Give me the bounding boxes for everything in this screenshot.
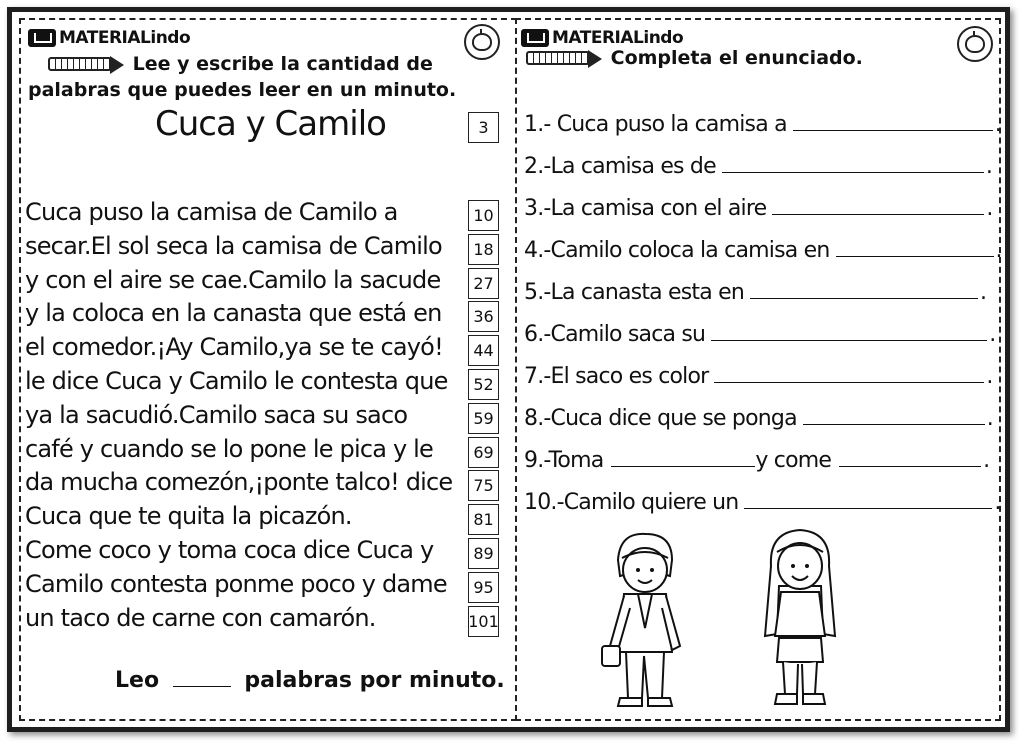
period: . — [986, 364, 993, 389]
pencil-icon — [526, 49, 604, 69]
word-count-box: 52 — [468, 369, 499, 400]
brand-logo — [28, 28, 190, 48]
question-text: 10.-Camilo quiere un — [524, 490, 739, 515]
question-item — [524, 322, 995, 347]
question-item — [524, 280, 986, 305]
answer-blank[interactable] — [750, 280, 978, 299]
story-line: da mucha comezón,¡ponte talco! dice — [25, 468, 453, 497]
question-item — [524, 448, 989, 473]
answer-blank[interactable] — [803, 406, 985, 425]
words-blank[interactable] — [173, 672, 231, 687]
answer-blank[interactable] — [722, 154, 984, 173]
word-count-box: 81 — [468, 504, 499, 535]
instruction-line-1: Lee y escribe la cantidad de — [132, 53, 433, 75]
boy-illustration-icon — [600, 528, 690, 710]
story-line: secar.El sol seca la camisa de Camilo — [25, 231, 442, 260]
question-text: 7.-El saco es color — [524, 364, 709, 389]
question-text: 9.-Toma — [524, 448, 604, 473]
story-title: Cuca y Camilo — [155, 104, 386, 144]
right-instruction — [526, 46, 863, 70]
word-count-box: 89 — [468, 538, 499, 569]
apple-seal-icon — [464, 24, 500, 60]
question-item — [524, 490, 1001, 515]
period: . — [985, 154, 993, 179]
question-text: 4.-Camilo coloca la camisa en — [524, 238, 830, 263]
question-text: 3.-La camisa con el aire — [524, 196, 767, 221]
footer-rest: palabras por minuto. — [244, 668, 505, 693]
word-count-box: 75 — [468, 470, 499, 501]
story-line: un taco de carne con camarón. — [25, 603, 376, 632]
logo-icon — [521, 29, 549, 47]
question-text: 2.-La camisa es de — [524, 154, 716, 179]
apple-seal-icon — [957, 26, 993, 62]
word-count-box: 10 — [468, 200, 499, 231]
story-line: y con el aire se cae.Camilo la sacude — [25, 265, 441, 294]
period: . — [980, 280, 987, 305]
question-mid-text: y come — [755, 448, 832, 473]
period: . — [989, 322, 996, 347]
question-text: 1.- Cuca puso la camisa a — [524, 112, 787, 137]
answer-blank[interactable] — [839, 448, 981, 467]
question-item — [524, 154, 992, 179]
pencil-icon — [48, 55, 126, 75]
question-item — [524, 364, 993, 389]
footer-leo: Leo — [115, 668, 160, 693]
reading-footer — [115, 668, 505, 693]
story-line: el comedor.¡Ay Camilo,ya se te cayó! — [25, 333, 443, 362]
story-line: ya la sacudió.Camilo saca su saco — [25, 400, 408, 429]
answer-blank[interactable] — [744, 490, 992, 509]
period: . — [983, 448, 990, 473]
question-text: 8.-Cuca dice que se ponga — [524, 406, 797, 431]
brand-name: MATERIALindo — [59, 28, 191, 48]
logo-icon — [28, 29, 56, 47]
brand-logo-right — [521, 28, 683, 48]
answer-blank[interactable] — [772, 196, 984, 215]
title-word-count: 3 — [468, 112, 499, 143]
girl-illustration-icon — [755, 526, 845, 712]
brand-name-right: MATERIALindo — [552, 28, 684, 48]
question-item — [524, 196, 993, 221]
story-line: Cuca que te quita la picazón. — [25, 502, 352, 531]
question-text: 5.-La canasta esta en — [524, 280, 745, 305]
period: . — [994, 112, 1001, 137]
question-text: 6.-Camilo saca su — [524, 322, 706, 347]
story-line: le dice Cuca y Camilo le contesta que — [25, 367, 448, 395]
word-count-box: 27 — [468, 268, 499, 299]
word-count-box: 36 — [468, 301, 499, 332]
answer-blank[interactable] — [711, 322, 987, 341]
word-count-box: 59 — [468, 403, 499, 434]
story-line: café y cuando se lo pone le pica y le — [25, 434, 434, 463]
word-count-box: 18 — [468, 234, 499, 265]
right-instruction-text: Completa el enunciado. — [610, 47, 863, 69]
answer-blank[interactable] — [611, 448, 755, 467]
instruction-line-2: palabras que puedes leer en un minuto. — [28, 79, 457, 101]
story-line: Cuca puso la camisa de Camilo a — [25, 198, 398, 226]
period: . — [995, 238, 1002, 263]
story-line: Camilo contesta ponme poco y dame — [25, 569, 447, 598]
question-item — [524, 238, 1002, 263]
word-count-box: 101 — [468, 606, 499, 637]
left-instruction — [48, 52, 433, 76]
answer-blank[interactable] — [836, 238, 994, 257]
period: . — [986, 196, 993, 221]
question-item — [524, 112, 1001, 137]
word-count-box: 95 — [468, 572, 499, 603]
question-item — [524, 406, 993, 431]
story-line: Come coco y toma coca dice Cuca y — [25, 536, 434, 564]
word-count-box: 44 — [468, 335, 499, 366]
answer-blank[interactable] — [714, 364, 984, 383]
story-line: y la coloca en la canasta que está en — [25, 299, 442, 328]
word-count-box: 69 — [468, 437, 499, 468]
period: . — [986, 406, 993, 431]
period: . — [994, 490, 1001, 515]
answer-blank[interactable] — [793, 112, 993, 131]
